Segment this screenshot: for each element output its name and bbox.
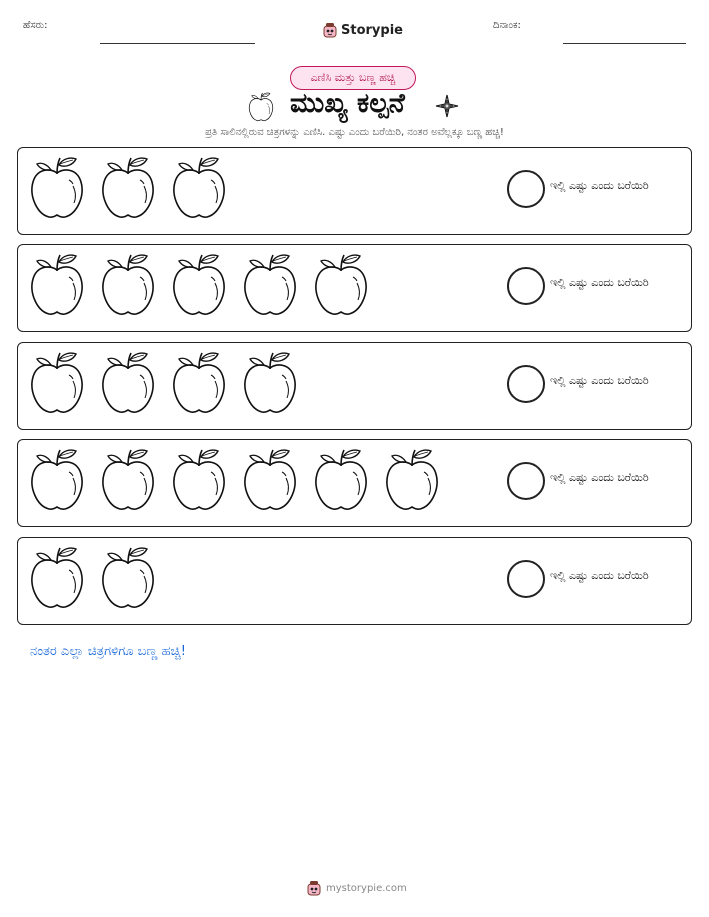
count-row-1 <box>17 147 692 235</box>
apple-icon <box>384 448 440 512</box>
brand <box>322 22 403 38</box>
apple-icon <box>100 546 156 610</box>
sparkle-star-icon <box>435 94 459 118</box>
count-row-5 <box>17 537 692 625</box>
apple-icon <box>171 156 227 220</box>
storypie-logo-icon <box>322 22 338 38</box>
date-line[interactable] <box>563 43 686 44</box>
count-row-3 <box>17 342 692 430</box>
page-header <box>0 10 709 40</box>
apple-icon <box>171 351 227 415</box>
apple-icon <box>29 351 85 415</box>
brand-name: Storypie <box>341 22 403 38</box>
answer-label: ಇಲ್ಲಿ ಎಷ್ಟು ಎಂದು ಬರೆಯಿರಿ <box>550 179 649 192</box>
apple-icon <box>100 351 156 415</box>
answer-circle[interactable] <box>507 267 545 305</box>
apple-icon <box>29 253 85 317</box>
answer-circle[interactable] <box>507 365 545 403</box>
apple-icon <box>242 253 298 317</box>
activity-pill: ಎಣಿಸಿ ಮತ್ತು ಬಣ್ಣ ಹಚ್ಚಿ <box>290 66 416 90</box>
apple-group <box>29 448 455 512</box>
apple-icon <box>313 448 369 512</box>
instruction-text: ಪ್ರತಿ ಸಾಲಿನಲ್ಲಿರುವ ಚಿತ್ರಗಳನ್ನು ಎಣಿಸಿ. ಎಷ್ಟು ಎಂದು ಬರೆಯಿರಿ, ನಂತರ ಅವೆಲ್ಲಕ್ಕೂ ಬಣ್ಣ ಹಚ್ಚಿ! <box>205 127 504 138</box>
name-label: ಹೆಸರು: <box>23 20 48 31</box>
answer-label: ಇಲ್ಲಿ ಎಷ್ಟು ಎಂದು ಬರೆಯಿರಿ <box>550 471 649 484</box>
apple-icon <box>242 351 298 415</box>
apple-group <box>29 546 171 610</box>
footer-note: ನಂತರ ಎಲ್ಲಾ ಚಿತ್ರಗಳಿಗೂ ಬಣ್ಣ ಹಚ್ಚಿ! <box>30 644 186 659</box>
apple-group <box>29 156 242 220</box>
answer-circle[interactable] <box>507 462 545 500</box>
apple-icon <box>100 253 156 317</box>
apple-icon <box>29 546 85 610</box>
answer-circle[interactable] <box>507 170 545 208</box>
answer-circle[interactable] <box>507 560 545 598</box>
apple-icon <box>29 448 85 512</box>
footer-site: mystorypie.com <box>326 882 407 894</box>
count-row-4 <box>17 439 692 527</box>
count-row-2 <box>17 244 692 332</box>
apple-icon <box>171 448 227 512</box>
apple-group <box>29 351 313 415</box>
answer-label: ಇಲ್ಲಿ ಎಷ್ಟು ಎಂದು ಬರೆಯಿರಿ <box>550 569 649 582</box>
date-label: ದಿನಾಂಕ: <box>493 20 521 31</box>
page-footer <box>306 880 407 896</box>
apple-icon <box>242 448 298 512</box>
apple-icon <box>313 253 369 317</box>
apple-icon <box>29 156 85 220</box>
apple-icon <box>100 156 156 220</box>
apple-icon <box>171 253 227 317</box>
apple-icon <box>247 92 275 122</box>
apple-icon <box>100 448 156 512</box>
answer-label: ಇಲ್ಲಿ ಎಷ್ಟು ಎಂದು ಬರೆಯಿರಿ <box>550 374 649 387</box>
page-title: ಮುಖ್ಯ ಕಲ್ಪನೆ <box>290 88 405 119</box>
apple-group <box>29 253 384 317</box>
title-block <box>0 64 709 124</box>
name-line[interactable] <box>100 43 255 44</box>
answer-label: ಇಲ್ಲಿ ಎಷ್ಟು ಎಂದು ಬರೆಯಿರಿ <box>550 276 649 289</box>
storypie-logo-icon <box>306 880 322 896</box>
